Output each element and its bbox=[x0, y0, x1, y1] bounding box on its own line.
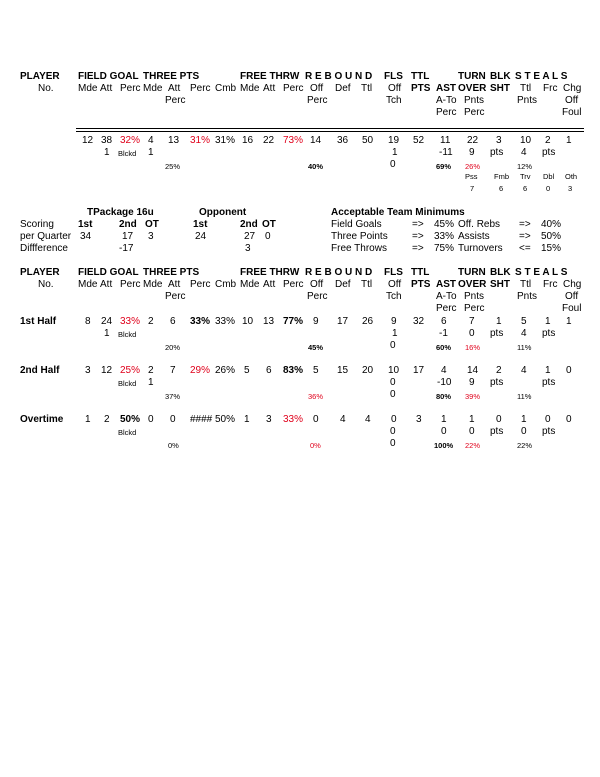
cell: 2 bbox=[545, 135, 551, 146]
col-cmb: Cmb bbox=[215, 83, 237, 94]
cell: Blckd bbox=[118, 428, 137, 437]
cell: 50% bbox=[215, 414, 236, 425]
cell: 17 bbox=[122, 231, 134, 242]
min-value: 75% bbox=[434, 243, 455, 254]
header-field-goal: FIELD GOAL bbox=[78, 71, 139, 82]
cell: 0 bbox=[546, 184, 551, 193]
cell: 4 bbox=[441, 365, 447, 376]
col-ttl: Ttl bbox=[520, 279, 532, 290]
cell: 33% bbox=[120, 316, 141, 327]
col-off: Off bbox=[310, 83, 324, 94]
cell: Blckd bbox=[118, 330, 137, 339]
cell: 19 bbox=[388, 135, 400, 146]
header-fls: FLS bbox=[384, 267, 403, 278]
col-perc: Perc bbox=[464, 303, 485, 314]
cell: 26 bbox=[362, 316, 374, 327]
cell: 25% bbox=[165, 162, 181, 171]
cell: 5 bbox=[521, 316, 527, 327]
cell: 9 bbox=[469, 147, 475, 158]
min-arrow: <= bbox=[519, 243, 531, 254]
cell: 0 bbox=[566, 365, 572, 376]
col-perc: Perc bbox=[283, 83, 304, 94]
col-mde: Mde bbox=[240, 83, 260, 94]
col-1st: 1st bbox=[78, 219, 93, 230]
cell: 27 bbox=[244, 231, 256, 242]
cell: 1 bbox=[148, 377, 154, 388]
cell: 1 bbox=[392, 328, 398, 339]
cell: 6 bbox=[523, 184, 528, 193]
cell: 17 bbox=[337, 316, 349, 327]
col-1st: 1st bbox=[193, 219, 208, 230]
min-value: 33% bbox=[434, 231, 455, 242]
cell: 1 bbox=[244, 414, 250, 425]
cell: 1 bbox=[85, 414, 91, 425]
cell: 13 bbox=[263, 316, 275, 327]
header-player: PLAYER bbox=[20, 267, 60, 278]
header-blk: BLK bbox=[490, 267, 511, 278]
cell: Pss bbox=[465, 172, 478, 181]
col-mde: Mde bbox=[78, 83, 98, 94]
header-no: No. bbox=[38, 279, 54, 290]
cell: 3 bbox=[568, 184, 573, 193]
cell: 4 bbox=[521, 365, 527, 376]
cell: 1 bbox=[566, 135, 572, 146]
cell: 3 bbox=[245, 243, 251, 254]
cell: 6 bbox=[266, 365, 272, 376]
col-off: Off bbox=[388, 83, 402, 94]
col-foul: Foul bbox=[562, 303, 582, 314]
cell: 22% bbox=[465, 441, 481, 450]
cell: 1 bbox=[566, 316, 572, 327]
col-att: Att bbox=[263, 83, 276, 94]
cell: 9 bbox=[469, 377, 475, 388]
cell: 77% bbox=[283, 316, 304, 327]
col-2nd: 2nd bbox=[240, 219, 258, 230]
cell: 0 bbox=[391, 414, 397, 425]
col-off: Off bbox=[310, 279, 324, 290]
col-ttl: Ttl bbox=[361, 279, 373, 290]
col-mde: Mde bbox=[78, 279, 98, 290]
cell: 22 bbox=[467, 135, 479, 146]
header-turn: TURN bbox=[458, 71, 486, 82]
cell: 15 bbox=[337, 365, 349, 376]
col-perc: Perc bbox=[165, 95, 186, 106]
header-three-pts: THREE PTS bbox=[143, 267, 200, 278]
col-a-to: A-To bbox=[436, 95, 457, 106]
cell: 40% bbox=[308, 162, 324, 171]
divider bbox=[76, 131, 584, 132]
cell: 10 bbox=[388, 365, 400, 376]
cell: 16 bbox=[242, 135, 254, 146]
col-pnts: Pnts bbox=[464, 291, 485, 302]
cell: 32% bbox=[120, 135, 141, 146]
col-2nd: 2nd bbox=[119, 219, 137, 230]
min-label: Off. Rebs bbox=[458, 219, 501, 230]
col-perc: Perc bbox=[165, 291, 186, 302]
col-off: Off bbox=[565, 95, 579, 106]
row-label: 1st Half bbox=[20, 316, 57, 327]
header-blk: BLK bbox=[490, 71, 511, 82]
cell: pts bbox=[490, 377, 504, 388]
cell: 8 bbox=[85, 316, 91, 327]
cell: 0 bbox=[390, 389, 396, 400]
header-three-pts: THREE PTS bbox=[143, 71, 200, 82]
cell: 37% bbox=[165, 392, 181, 401]
col-pnts: Pnts bbox=[517, 291, 538, 302]
min-label: Three Points bbox=[331, 231, 388, 242]
cell: Blckd bbox=[118, 149, 137, 158]
cell: pts bbox=[542, 426, 556, 437]
row-label: per Quarter bbox=[20, 231, 72, 242]
cell: 32 bbox=[413, 316, 425, 327]
col-perc: Perc bbox=[436, 303, 457, 314]
col-chg: Chg bbox=[563, 83, 582, 94]
col-perc: Perc bbox=[307, 95, 328, 106]
cell: 33% bbox=[215, 316, 236, 327]
cell: 45% bbox=[308, 343, 324, 352]
row-label: 2nd Half bbox=[20, 365, 60, 376]
cell: 1 bbox=[104, 328, 110, 339]
col-perc: Perc bbox=[464, 107, 485, 118]
row-label: Overtime bbox=[20, 414, 64, 425]
col-a-to: A-To bbox=[436, 291, 457, 302]
min-arrow: => bbox=[519, 231, 531, 242]
cell: 0 bbox=[469, 328, 475, 339]
cell: 14 bbox=[467, 365, 479, 376]
cell: 4 bbox=[365, 414, 371, 425]
col-frc: Frc bbox=[543, 83, 558, 94]
cell: 9 bbox=[391, 316, 397, 327]
col-perc: Perc bbox=[436, 107, 457, 118]
cell: 31% bbox=[215, 135, 236, 146]
cell: 80% bbox=[436, 392, 452, 401]
cell: 24 bbox=[195, 231, 207, 242]
cell: Oth bbox=[565, 172, 578, 181]
cell: pts bbox=[542, 377, 556, 388]
cell: 4 bbox=[521, 147, 527, 158]
col-ot: OT bbox=[262, 219, 276, 230]
cell: 2 bbox=[496, 365, 502, 376]
cell: pts bbox=[542, 147, 556, 158]
cell: 50 bbox=[362, 135, 374, 146]
col-mde: Mde bbox=[143, 83, 163, 94]
cell: 33% bbox=[283, 414, 304, 425]
header-rebound: R E B O U N D bbox=[305, 267, 373, 278]
cell: 1 bbox=[496, 316, 502, 327]
cell: 20% bbox=[165, 343, 181, 352]
col-att: Att bbox=[100, 83, 113, 94]
cell: -17 bbox=[119, 243, 134, 254]
cell: 0 bbox=[313, 414, 319, 425]
cell: 0 bbox=[390, 159, 396, 170]
cell: 29% bbox=[190, 365, 211, 376]
cell: 9 bbox=[313, 316, 319, 327]
header-rebound: R E B O U N D bbox=[305, 71, 373, 82]
col-chg: Chg bbox=[563, 279, 582, 290]
col-off: Off bbox=[565, 291, 579, 302]
col-ttl: Ttl bbox=[361, 83, 373, 94]
cell: 26% bbox=[215, 365, 236, 376]
divider bbox=[76, 128, 584, 129]
min-label: Assists bbox=[458, 231, 490, 242]
cell: 1 bbox=[104, 147, 110, 158]
cell: 0 bbox=[545, 414, 551, 425]
cell: 1 bbox=[469, 414, 475, 425]
header-fls: FLS bbox=[384, 71, 403, 82]
col-foul: Foul bbox=[562, 107, 582, 118]
cell: 20 bbox=[362, 365, 374, 376]
cell: Fmb bbox=[494, 172, 509, 181]
minimums-title: Acceptable Team Minimums bbox=[331, 207, 465, 218]
col-sht: SHT bbox=[490, 83, 510, 94]
col-frc: Frc bbox=[543, 279, 558, 290]
cell: pts bbox=[490, 426, 504, 437]
min-arrow: => bbox=[412, 243, 424, 254]
cell: 0 bbox=[566, 414, 572, 425]
cell: 4 bbox=[521, 328, 527, 339]
cell: #### bbox=[190, 414, 213, 425]
cell: 60% bbox=[436, 343, 452, 352]
cell: 7 bbox=[170, 365, 176, 376]
min-value: 45% bbox=[434, 219, 455, 230]
cell: 3 bbox=[148, 231, 154, 242]
cell: 4 bbox=[148, 135, 154, 146]
cell: 0% bbox=[168, 441, 179, 450]
cell: pts bbox=[542, 328, 556, 339]
cell: pts bbox=[490, 328, 504, 339]
cell: 6 bbox=[441, 316, 447, 327]
cell: 14 bbox=[310, 135, 322, 146]
cell: Blckd bbox=[118, 379, 137, 388]
col-att: Att bbox=[263, 279, 276, 290]
col-att: Att bbox=[100, 279, 113, 290]
col-pts: PTS bbox=[411, 279, 431, 290]
header-turn: TURN bbox=[458, 267, 486, 278]
cell: 34 bbox=[80, 231, 92, 242]
cell: 22% bbox=[517, 441, 533, 450]
header-field-goal: FIELD GOAL bbox=[78, 267, 139, 278]
col-pts: PTS bbox=[411, 83, 431, 94]
cell: 7 bbox=[470, 184, 475, 193]
cell: 3 bbox=[85, 365, 91, 376]
col-perc: Perc bbox=[307, 291, 328, 302]
cell: 3 bbox=[496, 135, 502, 146]
min-label: Field Goals bbox=[331, 219, 382, 230]
min-label: Turnovers bbox=[458, 243, 503, 254]
cell: 1 bbox=[545, 365, 551, 376]
col-perc: Perc bbox=[283, 279, 304, 290]
cell: 38 bbox=[101, 135, 113, 146]
header-steals: S T E A L S bbox=[515, 267, 568, 278]
cell: 10 bbox=[242, 316, 254, 327]
cell: 0 bbox=[496, 414, 502, 425]
cell: 0 bbox=[469, 426, 475, 437]
cell: 2 bbox=[104, 414, 110, 425]
header-no: No. bbox=[38, 83, 54, 94]
cell: 52 bbox=[413, 135, 425, 146]
cell: 1 bbox=[148, 147, 154, 158]
min-arrow: => bbox=[412, 231, 424, 242]
cell: 1 bbox=[545, 316, 551, 327]
min-label: Free Throws bbox=[331, 243, 387, 254]
header-free-thrw: FREE THRW bbox=[240, 71, 300, 82]
cell: 6 bbox=[170, 316, 176, 327]
min-arrow: => bbox=[519, 219, 531, 230]
cell: 7 bbox=[469, 316, 475, 327]
col-mde: Mde bbox=[143, 279, 163, 290]
cell: 5 bbox=[313, 365, 319, 376]
cell: 24 bbox=[101, 316, 113, 327]
cell: 73% bbox=[283, 135, 304, 146]
cell: 3 bbox=[266, 414, 272, 425]
cell: 2 bbox=[148, 316, 154, 327]
row-label: Scoring bbox=[20, 219, 54, 230]
col-def: Def bbox=[335, 83, 351, 94]
cell: 33% bbox=[190, 316, 211, 327]
cell: 22 bbox=[263, 135, 275, 146]
header-free-thrw: FREE THRW bbox=[240, 267, 300, 278]
cell: 0 bbox=[390, 340, 396, 351]
cell: 3 bbox=[416, 414, 422, 425]
cell: 0 bbox=[170, 414, 176, 425]
cell: 83% bbox=[283, 365, 304, 376]
cell: 50% bbox=[120, 414, 141, 425]
cell: 100% bbox=[434, 441, 454, 450]
col-tch: Tch bbox=[386, 95, 402, 106]
cell: 1 bbox=[521, 414, 527, 425]
cell: Dbl bbox=[543, 172, 555, 181]
cell: 4 bbox=[340, 414, 346, 425]
cell: 0 bbox=[441, 426, 447, 437]
col-perc: Perc bbox=[190, 279, 211, 290]
cell: Trv bbox=[520, 172, 531, 181]
col-perc: Perc bbox=[190, 83, 211, 94]
cell: 16% bbox=[465, 343, 481, 352]
cell: 10 bbox=[520, 135, 532, 146]
cell: 0 bbox=[521, 426, 527, 437]
cell: 1 bbox=[441, 414, 447, 425]
cell: 11% bbox=[517, 392, 532, 401]
col-sht: SHT bbox=[490, 279, 510, 290]
cell: 6 bbox=[499, 184, 504, 193]
cell: 0 bbox=[390, 438, 396, 449]
col-perc: Perc bbox=[120, 279, 141, 290]
col-ttl: Ttl bbox=[520, 83, 532, 94]
col-mde: Mde bbox=[240, 279, 260, 290]
header-ttl: TTL bbox=[411, 267, 430, 278]
team-name: TPackage 16u bbox=[87, 207, 154, 218]
col-off: Off bbox=[388, 279, 402, 290]
cell: 11% bbox=[517, 343, 532, 352]
cell: 36% bbox=[308, 392, 324, 401]
min-value: 40% bbox=[541, 219, 562, 230]
cell: 5 bbox=[244, 365, 250, 376]
col-cmb: Cmb bbox=[215, 279, 237, 290]
cell: 12% bbox=[517, 162, 533, 171]
col-tch: Tch bbox=[386, 291, 402, 302]
cell: -10 bbox=[437, 377, 452, 388]
cell: 0 bbox=[390, 377, 396, 388]
header-ttl: TTL bbox=[411, 71, 430, 82]
cell: -1 bbox=[439, 328, 448, 339]
cell: 0 bbox=[265, 231, 271, 242]
cell: 17 bbox=[413, 365, 425, 376]
cell: 31% bbox=[190, 135, 211, 146]
row-label: Diffference bbox=[20, 243, 68, 254]
col-pnts: Pnts bbox=[464, 95, 485, 106]
cell: 26% bbox=[465, 162, 481, 171]
cell: 12 bbox=[101, 365, 113, 376]
cell: 25% bbox=[120, 365, 141, 376]
cell: 12 bbox=[82, 135, 94, 146]
col-pnts: Pnts bbox=[517, 95, 538, 106]
col-over: OVER bbox=[458, 83, 487, 94]
cell: 2 bbox=[148, 365, 154, 376]
cell: 1 bbox=[392, 147, 398, 158]
col-over: OVER bbox=[458, 279, 487, 290]
cell: 0 bbox=[148, 414, 154, 425]
cell: 11 bbox=[440, 135, 451, 146]
header-player: PLAYER bbox=[20, 71, 60, 82]
min-value: 15% bbox=[541, 243, 562, 254]
col-ot: OT bbox=[145, 219, 159, 230]
min-value: 50% bbox=[541, 231, 562, 242]
cell: 0% bbox=[310, 441, 321, 450]
col-att: Att bbox=[168, 83, 181, 94]
cell: 13 bbox=[168, 135, 180, 146]
cell: 0 bbox=[390, 426, 396, 437]
cell: -11 bbox=[439, 147, 453, 158]
opponent-label: Opponent bbox=[199, 207, 247, 218]
col-def: Def bbox=[335, 279, 351, 290]
cell: pts bbox=[490, 147, 504, 158]
header-steals: S T E A L S bbox=[515, 71, 568, 82]
cell: 39% bbox=[465, 392, 481, 401]
col-ast: AST bbox=[436, 279, 456, 290]
col-ast: AST bbox=[436, 83, 456, 94]
min-arrow: => bbox=[412, 219, 424, 230]
cell: 69% bbox=[436, 162, 452, 171]
col-att: Att bbox=[168, 279, 181, 290]
cell: 36 bbox=[337, 135, 349, 146]
col-perc: Perc bbox=[120, 83, 141, 94]
